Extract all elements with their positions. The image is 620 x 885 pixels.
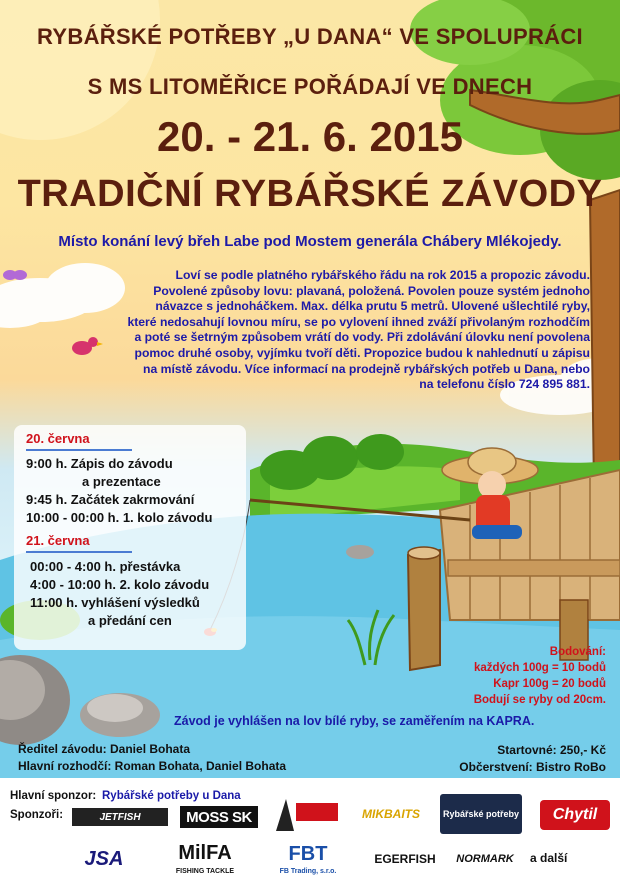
logo-fbt: FBT (288, 842, 328, 865)
rules-line: které nedosahují lovnou míru, se po vylovení ihned zváží přivolaným rozhodčím (127, 314, 590, 329)
main-sponsor-name: Rybářské potřeby u Dana (102, 790, 241, 802)
logo-egerfish: EGERFISH (374, 852, 436, 866)
header-line-2: S MS LITOMĚŘICE POŘÁDAJÍ VE DNECH (87, 74, 533, 99)
header-line-1: RYBÁŘSKÉ POTŘEBY „U DANA“ VE SPOLUPRÁCI (37, 24, 583, 49)
logo-normark: NORMARK (456, 853, 514, 865)
schedule-item: 9:00 h. Zápis do závodu (26, 456, 173, 471)
logo-chytil: Chytil (540, 800, 610, 830)
logo-fbt-tagline: FB Trading, s.r.o. (279, 867, 337, 875)
logo-mikbaits: MIKBAITS (362, 807, 420, 821)
schedule-item: a prezentace (82, 474, 161, 489)
chief-judge: Hlavní rozhodčí: Roman Bohata, Daniel Bohata (18, 759, 287, 773)
race-director: Ředitel závodu: Daniel Bohata (18, 742, 191, 756)
rules-line: a poté se šetrným způsobem vrátí do vody. Při zdolávání úlovku není povolena (134, 330, 590, 345)
more-sponsors: a další (530, 851, 568, 865)
schedule-item: a předání cen (88, 613, 172, 628)
sponsors-label: Sponzoři: (10, 809, 64, 821)
schedule-day-2: 21. června (26, 533, 90, 548)
logo-jetfish: JETFISH (72, 808, 168, 826)
scoring-line: Kapr 100g = 20 bodů (493, 678, 606, 690)
logo-rybarske-potreby: Rybářské potřeby (440, 794, 522, 834)
event-dates: 20. - 21. 6. 2015 (157, 113, 463, 160)
entry-fee: Startovné: 250,- Kč (497, 743, 606, 757)
scoring-title: Bodování: (549, 646, 606, 658)
announcement: Závod je vyhlášen na lov bílé ryby, se zaměřením na KAPRA. (174, 714, 535, 728)
logo-milfa-tagline: FISHING TACKLE (175, 867, 235, 875)
refreshments: Občerstvení: Bistro RoBo (459, 760, 606, 774)
logo-milfa: MilFA (178, 841, 232, 864)
event-venue: Místo konání levý břeh Labe pod Mostem generála Chábery Mlékojedy. (58, 233, 562, 250)
rules-line: návazce s jednoháčkem. Max. délka prutu 5 metrů. Ulovené ušlechtilé ryby, (155, 299, 590, 314)
schedule-divider (26, 449, 132, 451)
scoring-line: Bodují se ryby od 20cm. (473, 694, 606, 706)
rules-paragraph (112, 268, 590, 393)
dam-emblem (272, 793, 342, 835)
schedule-box (14, 425, 246, 650)
scoring-line: každých 100g = 10 bodů (474, 662, 606, 674)
schedule-divider (26, 551, 132, 553)
logo-moss-sk: MOSS SK (180, 806, 258, 828)
schedule-item: 11:00 h. vyhlášení výsledků (30, 595, 200, 610)
rules-line: na místě závodu. Více informací na prodejně rybářských potřeb u Dana, nebo (143, 361, 590, 376)
bird-icon (72, 337, 103, 355)
rules-line: pomoc druhé osoby, vyjímku tvoří děti. Propozice budou k nahlednutí u zápisu (134, 345, 590, 360)
schedule-item: 00:00 - 4:00 h. přestávka (30, 559, 181, 574)
logo-dam (272, 793, 342, 835)
schedule-item: 9:45 h. Začátek zakrmování (26, 492, 195, 507)
schedule-item: 10:00 - 00:00 h. 1. kolo závodu (26, 510, 213, 525)
logo-jsa: JSA (84, 847, 124, 870)
schedule-day-1: 20. června (26, 431, 90, 446)
butterfly-icon (3, 270, 27, 280)
rules-line: Povolené způsoby lovu: plavaná, položená. Povolen pouze systém jednoho (153, 283, 590, 298)
rules-line: na telefonu číslo 724 895 881. (419, 377, 590, 392)
rules-line: Loví se podle platného rybářského řádu na rok 2015 a propozic závodu. (175, 268, 590, 282)
schedule-item: 4:00 - 10:00 h. 2. kolo závodu (30, 577, 210, 592)
main-sponsor-label: Hlavní sponzor: (10, 790, 97, 802)
event-title: TRADIČNÍ RYBÁŘSKÉ ZÁVODY (17, 173, 603, 215)
